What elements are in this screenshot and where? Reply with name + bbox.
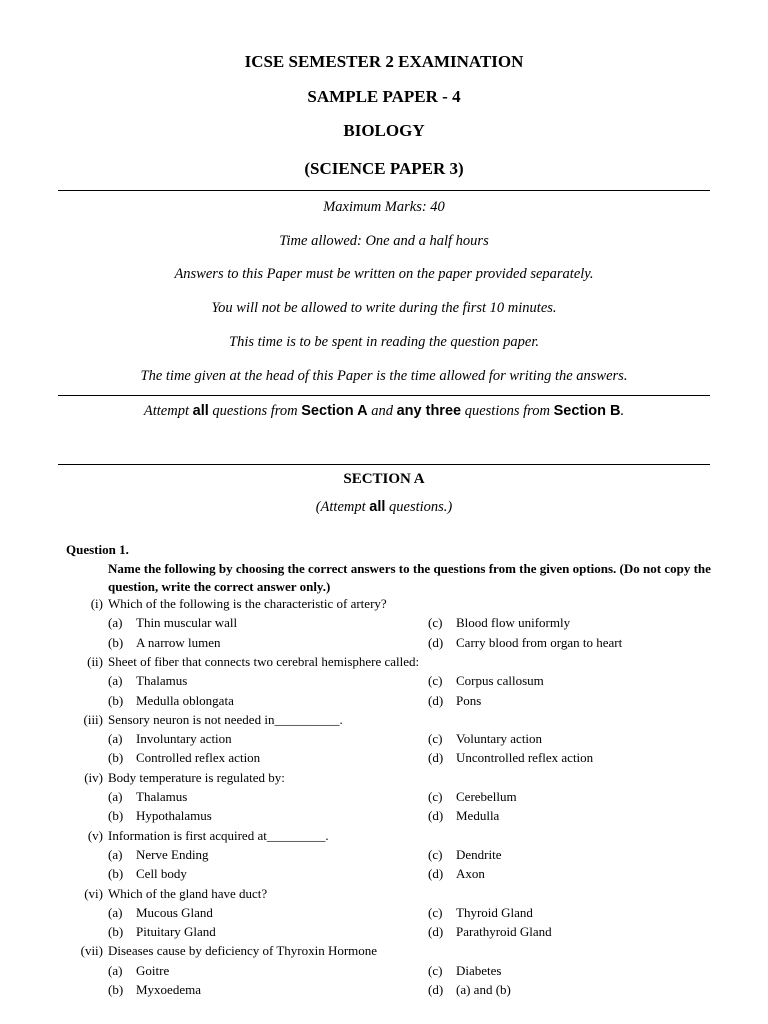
option-label: (d)	[428, 808, 444, 824]
paper-subtitle: (SCIENCE PAPER 3)	[304, 159, 464, 178]
answer-option	[428, 635, 622, 651]
option-text: Corpus callosum	[456, 673, 544, 689]
options-row	[0, 731, 768, 749]
option-label: (a)	[108, 962, 123, 978]
answer-option	[108, 924, 216, 940]
sub-question-number: (iii)	[83, 711, 103, 727]
option-text: Involuntary action	[136, 731, 232, 747]
options-row	[0, 615, 768, 633]
sub-question	[0, 828, 768, 846]
answer-option	[108, 905, 213, 921]
option-label: (d)	[428, 866, 444, 882]
option-text: Thyroid Gland	[456, 904, 533, 920]
answer-option	[108, 635, 220, 651]
option-text: Pituitary Gland	[136, 924, 216, 940]
option-label: (a)	[108, 615, 123, 631]
reading-time-purpose: This time is to be spent in reading the question paper.	[229, 334, 539, 350]
option-text: Hypothalamus	[136, 808, 212, 824]
sub-question-text: Body temperature is regulated by:	[108, 769, 285, 785]
option-text: Goitre	[136, 962, 170, 978]
answer-option	[108, 963, 169, 979]
answer-option	[428, 866, 485, 882]
option-label: (c)	[428, 904, 443, 920]
answer-option	[428, 789, 517, 805]
option-label: (b)	[108, 982, 124, 997]
answer-option	[108, 789, 187, 805]
options-row	[0, 982, 768, 1000]
section-title: SECTION A	[343, 471, 425, 487]
header-divider	[58, 190, 710, 191]
option-label: (d)	[428, 924, 444, 940]
options-row	[0, 635, 768, 653]
option-text: Voluntary action	[456, 731, 543, 747]
answer-option	[428, 693, 481, 709]
options-row	[0, 905, 768, 923]
option-text: Pons	[456, 692, 482, 708]
option-text: Blood flow uniformly	[456, 615, 571, 631]
option-label: (c)	[428, 615, 443, 631]
answer-option	[108, 693, 234, 709]
option-label: (c)	[428, 789, 443, 804]
option-label: (d)	[428, 982, 444, 997]
options-row	[0, 866, 768, 884]
options-row	[0, 963, 768, 981]
options-row	[0, 693, 768, 711]
option-label: (a)	[108, 789, 123, 804]
option-text: Carry blood from organ to heart	[456, 634, 623, 650]
sub-question-text: Sheet of fiber that connects two cerebral hemisphere called:	[108, 653, 420, 669]
sub-question	[0, 943, 768, 961]
option-label: (a)	[108, 731, 123, 747]
option-label: (b)	[108, 924, 124, 940]
time-allowed: Time allowed: One and a half hours	[279, 233, 489, 249]
answer-option	[108, 750, 260, 766]
answer-option	[428, 750, 593, 766]
answer-option	[108, 615, 237, 631]
answer-option	[428, 982, 511, 998]
option-label: (d)	[428, 692, 444, 708]
options-row	[0, 789, 768, 807]
option-text: Uncontrolled reflex action	[456, 750, 594, 766]
option-label: (c)	[428, 731, 443, 747]
sub-question	[0, 596, 768, 614]
answer-instruction: Answers to this Paper must be written on the paper provided separately.	[174, 266, 594, 282]
sub-question	[0, 712, 768, 730]
option-text: Nerve Ending	[136, 846, 209, 862]
option-label: (c)	[428, 962, 443, 978]
writing-time-note: The time given at the head of this Paper is the time allowed for writing the answers.	[140, 368, 628, 384]
answer-option	[108, 808, 212, 824]
option-label: (d)	[428, 750, 444, 766]
sub-question-text: Diseases cause by deficiency of Thyroxin Hormone	[108, 943, 378, 959]
option-text: Myxoedema	[136, 982, 201, 997]
option-label: (d)	[428, 634, 444, 650]
sub-question-number: (i)	[90, 596, 103, 611]
sub-question-text: Which of the following is the characteristic of artery?	[108, 596, 387, 611]
answer-option	[108, 731, 232, 747]
answer-option	[428, 731, 542, 747]
attempt-instruction: Attempt all questions from Section A and any three questions from Section B.	[143, 403, 625, 419]
answer-option	[428, 963, 501, 979]
max-marks: Maximum Marks: 40	[323, 199, 445, 215]
option-label: (c)	[428, 846, 443, 862]
sub-question	[0, 886, 768, 904]
options-row	[0, 808, 768, 826]
option-text: A narrow lumen	[136, 634, 221, 650]
answer-option	[108, 673, 187, 689]
option-text: Mucous Gland	[136, 904, 213, 920]
sub-question-text: Which of the gland have duct?	[108, 885, 268, 901]
exam-title: ICSE SEMESTER 2 EXAMINATION	[244, 52, 524, 71]
option-text: Parathyroid Gland	[456, 924, 552, 940]
option-text: Cerebellum	[456, 789, 517, 804]
answer-option	[428, 808, 499, 824]
option-text: Medulla	[456, 808, 500, 824]
answer-option	[108, 982, 201, 998]
sub-question-number: (vi)	[84, 885, 103, 901]
answer-option	[428, 673, 544, 689]
options-row	[0, 673, 768, 691]
answer-option	[428, 615, 570, 631]
info-divider	[58, 395, 710, 396]
option-text: Axon	[456, 866, 485, 882]
answer-option	[428, 905, 533, 921]
options-row	[0, 847, 768, 865]
option-text: Diabetes	[456, 962, 502, 978]
sub-question	[0, 770, 768, 788]
option-label: (b)	[108, 692, 124, 708]
options-row	[0, 750, 768, 768]
question-heading: Question 1.	[66, 542, 129, 557]
sub-question	[0, 654, 768, 672]
sub-question-text: Sensory neuron is not needed in__________.	[108, 711, 343, 727]
option-label: (b)	[108, 808, 124, 824]
sub-question-number: (iv)	[84, 769, 103, 785]
sub-question-number: (ii)	[87, 653, 103, 669]
option-text: Thalamus	[136, 789, 188, 804]
answer-option	[108, 866, 187, 882]
answer-option	[428, 847, 501, 863]
answer-option	[108, 847, 209, 863]
sub-question-number: (v)	[87, 827, 103, 843]
option-text: Thalamus	[136, 673, 188, 689]
option-label: (b)	[108, 866, 124, 882]
option-text: Dendrite	[456, 846, 502, 862]
option-label: (b)	[108, 634, 124, 650]
option-label: (a)	[108, 673, 123, 689]
subject-title: BIOLOGY	[343, 121, 425, 140]
option-label: (c)	[428, 673, 443, 689]
reading-time-note: You will not be allowed to write during the first 10 minutes.	[211, 300, 557, 316]
section-divider	[58, 464, 710, 465]
answer-option	[428, 924, 552, 940]
option-text: Thin muscular wall	[136, 615, 238, 631]
sub-question-number: (vii)	[80, 943, 103, 959]
section-note: (Attempt all questions.)	[315, 499, 453, 515]
option-label: (a)	[108, 846, 123, 862]
options-row	[0, 924, 768, 942]
option-label: (b)	[108, 750, 124, 766]
option-text: Medulla oblongata	[136, 692, 234, 708]
option-text: Controlled reflex action	[136, 750, 261, 766]
question-instruction: Name the following by choosing the correct answers to the questions from the given options. (Do not copy the question, write the correct answer only.)	[108, 561, 711, 594]
option-text: (a) and (b)	[456, 982, 511, 997]
sub-question-text: Information is first acquired at_________.	[108, 827, 329, 843]
option-text: Cell body	[136, 866, 187, 882]
paper-title: SAMPLE PAPER - 4	[307, 87, 461, 106]
option-label: (a)	[108, 904, 123, 920]
